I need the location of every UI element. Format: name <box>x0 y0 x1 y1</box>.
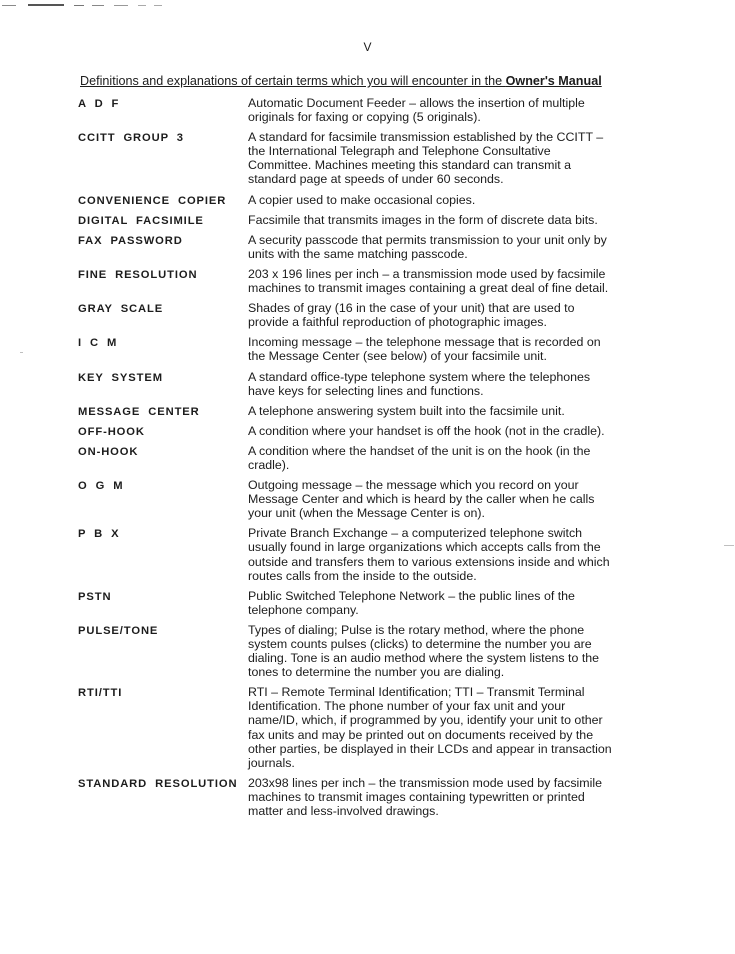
glossary-entry <box>78 776 623 818</box>
glossary-term: MESSAGE CENTER <box>78 405 200 418</box>
glossary-entry <box>78 370 623 398</box>
glossary-term: GRAY SCALE <box>78 303 164 316</box>
glossary-term: A D F <box>78 98 120 110</box>
glossary-term: RTI/TTI <box>78 687 123 700</box>
glossary-entry <box>78 96 623 124</box>
glossary-definition: A condition where your handset is off the hook (not in the cradle). <box>248 423 605 438</box>
glossary-entry <box>78 267 623 295</box>
glossary-definition: Private Branch Exchange – a computerized telephone switch usually found in large organizations which accepts calls from the outside and transfers them to various extensions inside and which routes calls from the inside to the outside. <box>248 526 610 583</box>
glossary-definition: Public Switched Telephone Network – the public lines of the telephone company. <box>248 588 575 617</box>
glossary-definition: Facsimile that transmits images in the form of discrete data bits. <box>248 212 598 227</box>
glossary-definition: 203x98 lines per inch – the transmission mode used by facsimile machines to transmit images containing typewritten or printed matter and less-involved drawings. <box>248 775 603 819</box>
glossary-term: FINE RESOLUTION <box>78 268 198 281</box>
glossary-term: DIGITAL FACSIMILE <box>78 214 204 227</box>
scan-speck <box>20 352 23 353</box>
glossary-definition: A condition where the handset of the unit is on the hook (in the cradle). <box>248 443 591 472</box>
glossary-entry <box>78 424 623 438</box>
glossary-entry <box>78 335 623 363</box>
glossary-definition: A standard office-type telephone system where the telephones have keys for selecting lines and functions. <box>248 369 591 398</box>
glossary-entry <box>78 589 623 617</box>
glossary-definition: A telephone answering system built into the facsimile unit. <box>248 403 565 418</box>
glossary-term: PULSE/TONE <box>78 624 159 637</box>
glossary-term: KEY SYSTEM <box>78 371 163 384</box>
glossary-definition: A security passcode that permits transmission to your unit only by units with the same matching passcode. <box>248 232 607 261</box>
glossary-entry <box>78 193 623 207</box>
glossary-entry <box>78 685 623 770</box>
glossary-term: CONVENIENCE COPIER <box>78 194 227 207</box>
glossary-definition: Incoming message – the telephone message that is recorded on the Message Center (see below) of your facsimile unit. <box>248 335 601 364</box>
intro-emphasis: Owner's Manual <box>505 74 602 88</box>
glossary-term: OFF-HOOK <box>78 425 145 438</box>
intro-sentence <box>80 74 620 88</box>
glossary-term: O G M <box>78 480 124 493</box>
glossary-term: FAX PASSWORD <box>78 234 183 247</box>
scan-artifact <box>0 2 175 8</box>
glossary-term: ON-HOOK <box>78 445 139 458</box>
glossary-definition: Types of dialing; Pulse is the rotary method, where the phone system counts pulses (clicks) to determine the number you are dialing. Tone is an audio method where the system listens to the tones to determine the number you are dialing. <box>248 622 600 680</box>
glossary-entry <box>78 130 623 186</box>
glossary-definition: RTI – Remote Terminal Identification; TTI – Transmit Terminal Identification. The phone number of your fax unit and your name/ID, which, if programmed by you, identify your unit to other fax units and may be printed out on documents received by the other parties, be displayed in their LCDs and appear in transaction journals. <box>248 685 612 770</box>
glossary-entry <box>78 478 623 520</box>
scan-speck <box>724 545 734 546</box>
glossary-definition: A copier used to make occasional copies. <box>248 192 476 207</box>
glossary-term: CCITT GROUP 3 <box>78 132 184 145</box>
glossary-entry <box>78 301 623 329</box>
intro-text: Definitions and explanations of certain terms which you will encounter in the <box>80 74 506 88</box>
glossary-definition: Outgoing message – the message which you record on your Message Center and which is heard by the caller when he calls your unit (when the Message Center is on). <box>248 478 595 521</box>
glossary-definition: A standard for facsimile transmission established by the CCITT – the International Telegraph and Telephone Consultative Committee. Machines meeting this standard can transmit a standard page at speeds of under 60 seconds. <box>248 130 604 187</box>
glossary-entry <box>78 404 623 418</box>
glossary-list <box>78 96 623 824</box>
glossary-definition: Automatic Document Feeder – allows the insertion of multiple originals for faxing or copying (5 originals). <box>248 96 585 125</box>
glossary-term: PSTN <box>78 590 112 603</box>
glossary-definition: Shades of gray (16 in the case of your unit) that are used to provide a faithful reproduction of photographic images. <box>248 301 575 330</box>
glossary-entry <box>78 623 623 679</box>
glossary-definition: 203 x 196 lines per inch – a transmission mode used by facsimile machines to transmit images containing a great deal of fine detail. <box>248 266 609 296</box>
glossary-term: STANDARD RESOLUTION <box>78 777 238 790</box>
glossary-entry <box>78 444 623 472</box>
glossary-entry <box>78 526 623 582</box>
glossary-term: I C M <box>78 337 118 350</box>
glossary-entry <box>78 213 623 227</box>
glossary-entry <box>78 233 623 261</box>
glossary-term: P B X <box>78 528 120 541</box>
page-number: V <box>363 40 372 54</box>
